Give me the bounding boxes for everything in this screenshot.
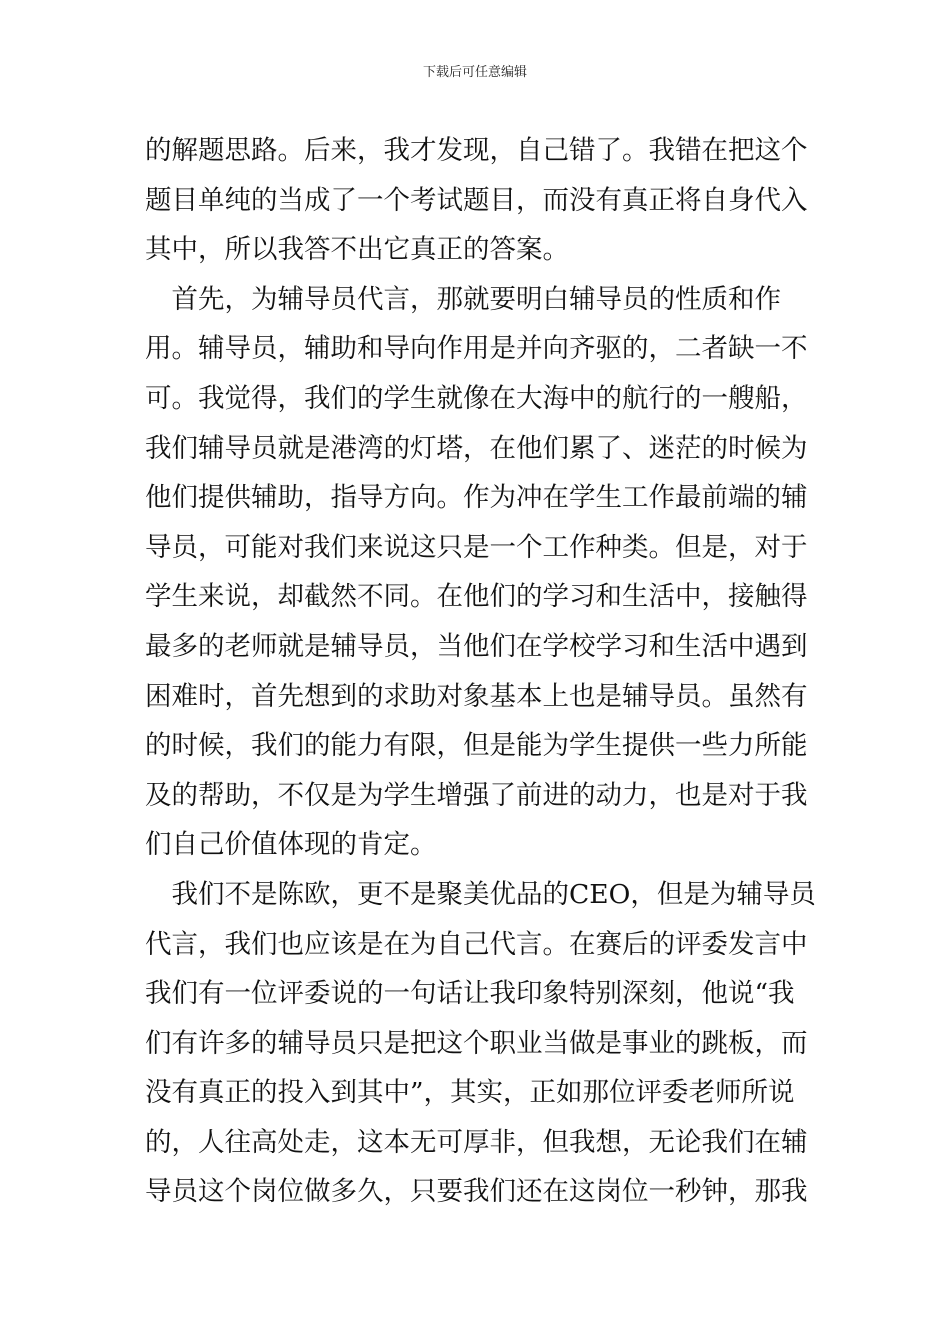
- text-line: 我们辅导员就是港湾的灯塔，在他们累了、迷茫的时候为: [145, 432, 808, 464]
- text-line: 可。我觉得，我们的学生就像在大海中的航行的一艘船，: [145, 382, 808, 414]
- text-line: 他们提供辅助，指导方向。作为冲在学生工作最前端的辅: [145, 482, 808, 514]
- text-line: 学生来说，却截然不同。在他们的学习和生活中，接触得: [145, 581, 808, 613]
- text-line: 题目单纯的当成了一个考试题目，而没有真正将自身代入: [145, 184, 808, 216]
- text-line: 及的帮助，不仅是为学生增强了前进的动力，也是对于我: [145, 779, 808, 811]
- text-line: 导员，可能对我们来说这只是一个工作种类。但是，对于: [145, 531, 808, 563]
- document-body: [145, 126, 815, 1217]
- text-line: 我们不是陈欧，更不是聚美优品的CEO，但是为辅导员: [145, 878, 816, 910]
- text-line: 没有真正的投入到其中”，其实，正如那位评委老师所说: [145, 1077, 795, 1109]
- text-line: 的解题思路。后来，我才发现，自己错了。我错在把这个: [145, 135, 808, 166]
- text-line: 导员这个岗位做多久，只要我们还在这岗位一秒钟，那我: [145, 1176, 808, 1208]
- text-line: 其中，所以我答不出它真正的答案。: [145, 234, 569, 266]
- text-line: 们有许多的辅导员只是把这个职业当做是事业的跳板，而: [145, 1027, 808, 1059]
- text-line: 最多的老师就是辅导员，当他们在学校学习和生活中遇到: [145, 630, 808, 662]
- text-line: 的，人往高处走，这本无可厚非，但我想，无论我们在辅: [145, 1126, 808, 1158]
- text-line: 的时候，我们的能力有限，但是能为学生提供一些力所能: [145, 730, 808, 762]
- text-line: 们自己价值体现的肯定。: [145, 829, 437, 861]
- text-line: 我们有一位评委说的一句话让我印象特别深刻，他说“我: [145, 978, 795, 1010]
- text-line: 代言，我们也应该是在为自己代言。在赛后的评委发言中: [145, 928, 808, 960]
- text-line: 困难时，首先想到的求助对象基本上也是辅导员。虽然有: [145, 680, 808, 712]
- text-line: 首先，为辅导员代言，那就要明白辅导员的性质和作: [145, 283, 781, 315]
- page-header: 下载后可任意编辑: [422, 65, 527, 80]
- text-line: 用。辅导员，辅助和导向作用是并向齐驱的，二者缺一不: [145, 333, 808, 365]
